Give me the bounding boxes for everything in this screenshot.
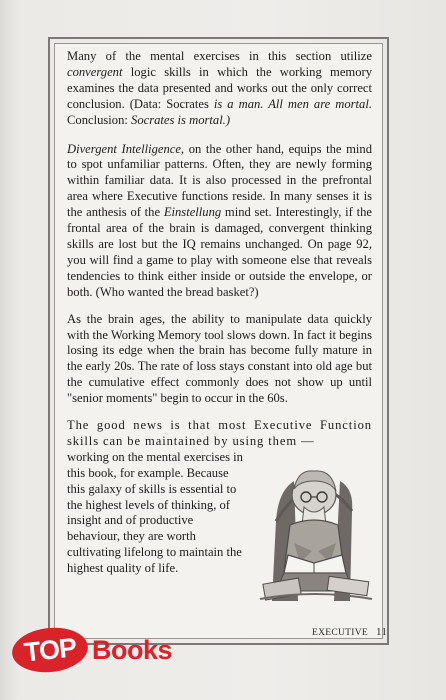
page-footer bbox=[312, 626, 387, 638]
paragraph-divergent bbox=[67, 142, 372, 301]
paragraph-aging: As the brain ages, the ability to manipulate data quickly with the Working Memory tool slows down. In fact it begins losing its edge when the brain has become fully mature in the early 20s. The rate of loss stays constant into old age but the cumulative effect commonly does not show up until "senior moments" begin to occur in the 60s. bbox=[67, 311, 372, 406]
paragraph-good-news-body: working on the mental exercises in this book, for example. Because this galaxy of skills is essential to the highest levels of thinking, of insight and of productive behaviour, they are worth cultivating lifelong to maintain the highest quality of life. bbox=[67, 449, 243, 576]
text-run: mind set. Interestingly, if the frontal area of the brain is damaged, convergent thinking skills are lost but the IQ remains unchanged. On page 92, you will find a game to play with someone else that reveals tendencies to think either inside or outside the envelope, or both. (Who wanted the bread basket?) bbox=[67, 205, 372, 299]
text-run: Conclusion: bbox=[67, 112, 132, 127]
logo-books-text: Books bbox=[92, 635, 173, 665]
text-run: on the other hand, equips the mind to spot unfamiliar patterns. Often, they are newly forming within familiar data. It is also processed in the prefrontal area where Executive functions reside. In many senses it is the anthesis of the bbox=[67, 141, 372, 220]
text-run-italic: convergent bbox=[67, 64, 123, 79]
page-content bbox=[67, 49, 372, 603]
text-run-italic: is a man. All men are mortal. bbox=[213, 96, 372, 111]
text-run-italic: Socrates is mortal.) bbox=[131, 112, 231, 127]
text-run: logic skills in which the working memory examines the data presented and works out the only correct conclusion. (Data: Socrates bbox=[67, 64, 372, 111]
text-run-italic: Einstellung bbox=[163, 205, 222, 220]
paragraph-convergent bbox=[67, 49, 372, 129]
paragraph-good-news-lead: The good news is that most Executive Function skills can be maintained by using them — bbox=[67, 418, 372, 448]
good-news-block bbox=[67, 418, 372, 577]
logo-top-badge: TOP bbox=[10, 624, 90, 676]
page-number: 11 bbox=[376, 626, 388, 638]
section-name: EXECUTIVE bbox=[312, 628, 368, 638]
old-man-reading-illustration bbox=[254, 451, 376, 603]
text-run: Many of the mental exercises in this section utilize bbox=[67, 49, 372, 63]
topbooks-watermark-logo bbox=[6, 622, 206, 678]
text-run-italic: Divergent Intelligence, bbox=[67, 141, 185, 156]
